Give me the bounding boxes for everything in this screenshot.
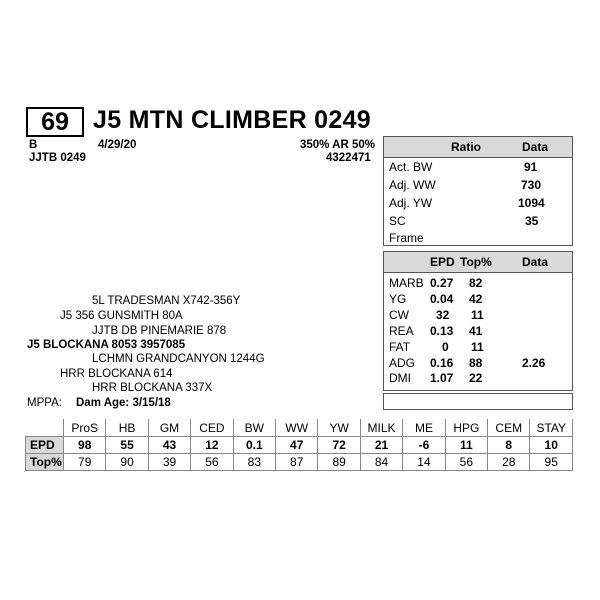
epd-row	[26, 437, 573, 454]
epd-table-corner	[26, 419, 64, 437]
top-percent-value: 56	[191, 454, 233, 471]
ratio-row-value: 35	[525, 214, 539, 228]
top-percent-value: 84	[360, 454, 402, 471]
tag-id: JJTB 0249	[29, 152, 86, 164]
carcass-row-top: 88	[469, 356, 483, 370]
column-header: YW	[318, 419, 360, 437]
ratio-row-value: 730	[521, 178, 542, 192]
ratio-row-label: Frame	[389, 231, 424, 245]
epd-value: 8	[488, 437, 530, 454]
carcass-epd-header: EPD	[430, 255, 455, 269]
carcass-row-epd: 32	[436, 308, 450, 322]
top-percent-value: 95	[530, 454, 573, 471]
column-header: BW	[233, 419, 275, 437]
pedigree-dam-dam: HRR BLOCKANA 337X	[92, 382, 213, 394]
ratio-panel-header	[384, 137, 572, 158]
column-header: HB	[106, 419, 148, 437]
carcass-row-label: ADG	[389, 356, 416, 370]
column-header: ME	[403, 419, 445, 437]
epd-value: 72	[318, 437, 360, 454]
carcass-row-label: DMI	[389, 371, 411, 385]
carcass-row-label: YG	[389, 292, 407, 306]
top-percent-value: 39	[148, 454, 190, 471]
carcass-row-data: 2.26	[522, 356, 546, 370]
ratio-row-label: SC	[389, 214, 406, 228]
top-percent-value: 28	[488, 454, 530, 471]
ratio-panel	[383, 136, 573, 246]
column-header: WW	[276, 419, 318, 437]
column-header: ProS	[64, 419, 106, 437]
column-header: CED	[191, 419, 233, 437]
column-header: CEM	[488, 419, 530, 437]
dam-age: Dam Age: 3/15/18	[76, 397, 171, 409]
carcass-row-label: REA	[389, 324, 414, 338]
column-header: GM	[148, 419, 190, 437]
carcass-row-epd: 1.07	[430, 371, 454, 385]
epd-value: -6	[403, 437, 445, 454]
ratio-row-label: Adj. WW	[389, 178, 436, 192]
carcass-row-epd: 0.04	[430, 292, 454, 306]
pedigree-dam: J5 BLOCKANA 8053 3957085	[27, 339, 186, 351]
carcass-row-epd: 0.27	[430, 276, 454, 290]
top-percent-value: 83	[233, 454, 275, 471]
carcass-row-top: 42	[469, 292, 483, 306]
carcass-row-top: 82	[469, 276, 483, 290]
carcass-top-header: Top%	[460, 255, 492, 269]
pedigree-dam-sire: LCHMN GRANDCANYON 1244G	[92, 353, 265, 365]
top-percent-value: 90	[106, 454, 148, 471]
column-header: MILK	[360, 419, 402, 437]
column-header: STAY	[530, 419, 573, 437]
ratio-data-header: Data	[522, 140, 549, 154]
epd-value: 47	[276, 437, 318, 454]
epd-value: 55	[106, 437, 148, 454]
pedigree-sire-dam: JJTB DB PINEMARIE 878	[92, 325, 227, 337]
epd-value: 43	[148, 437, 190, 454]
ratio-row-label: Adj. YW	[389, 196, 433, 210]
epd-value: 0.1	[233, 437, 275, 454]
top-percent-value: 14	[403, 454, 445, 471]
carcass-row-epd: 0	[442, 340, 449, 354]
epd-row-label: EPD	[26, 437, 64, 454]
ratio-row-value: 1094	[518, 196, 545, 210]
pedigree-maternal-line: HRR BLOCKANA 614	[60, 368, 173, 380]
mppa-label: MPPA:	[27, 397, 62, 409]
column-header: HPG	[445, 419, 487, 437]
epd-value: 12	[191, 437, 233, 454]
carcass-row-label: CW	[389, 308, 409, 322]
ratio-row-label: Act. BW	[389, 160, 433, 174]
pedigree-sire: J5 356 GUNSMITH 80A	[60, 310, 183, 322]
top-percent-value: 89	[318, 454, 360, 471]
carcass-panel	[383, 251, 573, 391]
top-percent-row	[26, 454, 573, 471]
birth-date: 4/29/20	[98, 139, 137, 151]
epd-value: 10	[530, 437, 573, 454]
breed-percent: 350% AR 50%	[300, 139, 376, 151]
carcass-row-epd: 0.13	[430, 324, 454, 338]
carcass-row-label: FAT	[389, 340, 411, 354]
animal-name: J5 MTN CLIMBER 0249	[93, 106, 371, 134]
pedigree-sire-sire: 5L TRADESMAN X742-356Y	[92, 295, 241, 307]
epd-value: 21	[360, 437, 402, 454]
notes-box	[383, 393, 573, 410]
carcass-row-top: 22	[469, 371, 483, 385]
ratio-header: Ratio	[451, 140, 481, 154]
carcass-row-epd: 0.16	[430, 356, 454, 370]
lot-number: 69	[26, 107, 84, 137]
top-percent-label: Top%	[26, 454, 64, 471]
carcass-panel-header	[384, 252, 572, 273]
sex: B	[29, 139, 38, 151]
carcass-row-top: 41	[469, 324, 483, 338]
epd-value: 11	[445, 437, 487, 454]
registration-number: 4322471	[326, 152, 371, 164]
carcass-row-top: 11	[471, 308, 484, 322]
carcass-row-label: MARB	[389, 276, 424, 290]
epd-table-header-row	[26, 419, 573, 437]
top-percent-value: 87	[276, 454, 318, 471]
ratio-row-value: 91	[524, 160, 538, 174]
top-percent-value: 79	[64, 454, 106, 471]
top-percent-value: 56	[445, 454, 487, 471]
carcass-row-top: 11	[471, 340, 484, 354]
carcass-data-header: Data	[522, 255, 549, 269]
epd-table	[25, 419, 573, 471]
epd-value: 98	[64, 437, 106, 454]
